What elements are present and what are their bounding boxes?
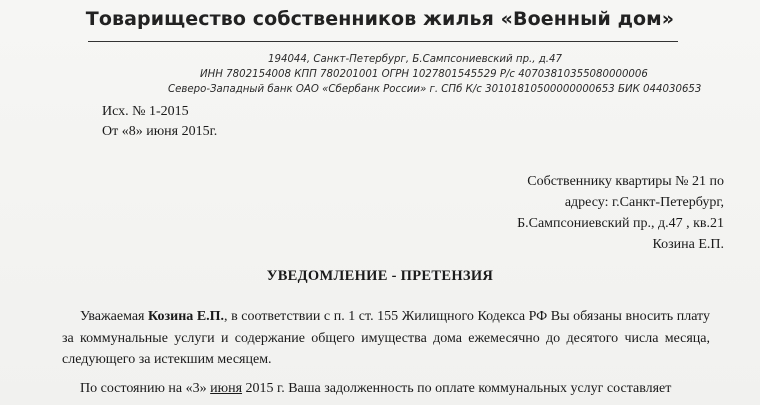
addressee-name: Козина Е.П.: [652, 237, 724, 252]
addressee-line: Собственнику квартиры № 21 по: [527, 174, 724, 189]
document-heading: УВЕДОМЛЕНИЕ - ПРЕТЕНЗИЯ: [266, 268, 494, 284]
debt-suffix: 2015 г. Ваша задолженность по оплате коммунальных услуг составляет: [242, 381, 672, 396]
body-text: , в соответствии с п. 1 ст. 155 Жилищного Кодекса РФ Вы обязаны вносить плату за коммунальные услуги и содержание общего имущества дома ежемесячно до десятого числа месяца, следующего за истекшим месяцем.: [62, 309, 710, 367]
recipient-name: Козина Е.П.: [148, 309, 225, 324]
debt-month: июня: [210, 381, 243, 396]
organization-address: 194044, Санкт-Петербург, Б.Сампсониевский пр., д.47: [268, 54, 562, 65]
addressee-line: адресу: г.Санкт-Петербург,: [564, 195, 724, 210]
debt-prefix: По состоянию на «3»: [80, 381, 211, 396]
outgoing-date: От «8» июня 2015г.: [102, 124, 218, 139]
organization-requisites: ИНН 7802154008 КПП 780201001 ОГРН 1027801545529 Р/с 40703810355080000006: [200, 69, 648, 80]
salutation: Уважаемая: [80, 309, 149, 324]
body-paragraph: [62, 306, 710, 371]
addressee-line: Б.Сампсониевский пр., д.47 , кв.21: [517, 216, 724, 231]
organization-title: Товарищество собственников жилья «Военный дом»: [85, 8, 675, 30]
header-divider: [88, 41, 678, 42]
debt-statement: [80, 381, 671, 397]
outgoing-number: Исх. № 1-2015: [102, 104, 189, 119]
addressee-block: [517, 171, 724, 255]
organization-bank-details: Северо-Западный банк ОАО «Сбербанк России» г. СПб К/с 30101810500000000653 БИК 044030653: [168, 84, 702, 95]
